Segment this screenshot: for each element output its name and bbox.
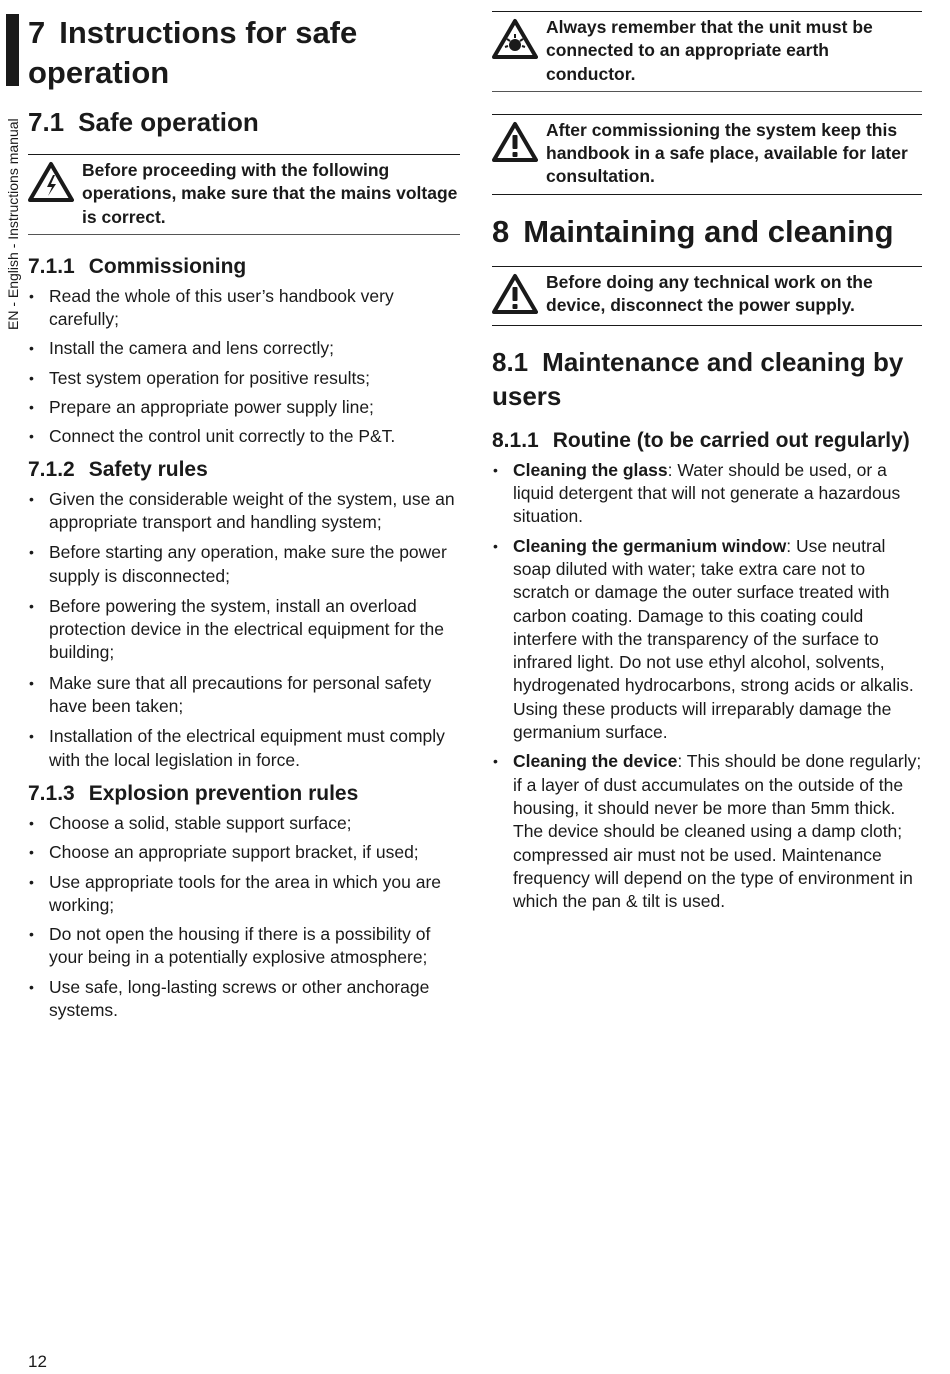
heading-7 (28, 13, 460, 93)
heading-7-1-3 (28, 779, 460, 808)
heading-7-1-title: Safe operation (78, 107, 259, 137)
list-item (492, 750, 922, 913)
heading-8 (492, 212, 922, 252)
list-item-text: : This should be done regularly; if a layer of dust accumulates on the outside of the housing, it should never be more than 5mm thick. The device should be cleaned using a damp cloth; compressed air must not be used. Maintenance frequency will depend on the type of environment in which the pan & tilt is used. (513, 751, 922, 912)
list-item-term: Cleaning the germanium window (513, 535, 787, 556)
list-item: • Install the camera and lens correctly; (28, 337, 460, 360)
warning-handbook-text: After commissioning the system keep this handbook in a safe place, available for later consultation. (546, 119, 908, 187)
commissioning-list (28, 285, 460, 449)
explosive-warning-icon (492, 16, 538, 65)
safety-rules-list (28, 488, 460, 772)
heading-8-1-1 (492, 426, 922, 455)
chapter-tab-marker (6, 14, 19, 86)
list-item-term: Cleaning the glass (513, 459, 668, 480)
heading-8-1-1-number: 8.1.1 (492, 428, 539, 452)
warning-earth-text: Always remember that the unit must be connected to an appropriate earth conductor. (546, 17, 873, 84)
list-item: • Given the considerable weight of the system, use an appropriate transport and handling system; (28, 488, 460, 535)
warning-power-box (492, 266, 922, 326)
heading-7-1-2-number: 7.1.2 (28, 457, 75, 481)
heading-7-number: 7 (28, 15, 46, 50)
warning-earth-box (492, 11, 922, 92)
warning-handbook-box (492, 114, 922, 195)
list-item (492, 535, 922, 745)
list-item: • Before starting any operation, make sure the power supply is disconnected; (28, 541, 460, 588)
list-item-text: : Water should be used, or a liquid detergent that will not generate a hazardous situation. (513, 459, 901, 527)
warning-power-text: Before doing any technical work on the device, disconnect the power supply. (546, 271, 873, 316)
heading-7-1-1 (28, 252, 460, 281)
high-voltage-warning-icon (28, 159, 74, 208)
heading-7-1-1-number: 7.1.1 (28, 254, 75, 278)
heading-7-1 (28, 105, 460, 139)
heading-8-1 (492, 345, 922, 413)
heading-7-title: Instructions for safe operation (28, 15, 358, 90)
exclamation-warning-icon (492, 271, 538, 320)
list-item: • Use appropriate tools for the area in which you are working; (28, 871, 460, 918)
routine-list (492, 459, 922, 914)
list-item: • Do not open the housing if there is a possibility of your being in a potentially explosive atmosphere; (28, 923, 460, 970)
list-item (492, 459, 922, 529)
list-item: • Choose an appropriate support bracket, if used; (28, 841, 460, 864)
list-item: • Installation of the electrical equipment must comply with the local legislation in force. (28, 725, 460, 772)
list-item: • Prepare an appropriate power supply line; (28, 396, 460, 419)
heading-8-title: Maintaining and cleaning (523, 213, 894, 249)
page-number: 12 (28, 1352, 47, 1371)
list-item: • Before powering the system, install an overload protection device in the electrical equipment for the building; (28, 595, 460, 665)
heading-7-1-number: 7.1 (28, 107, 65, 137)
list-item: • Test system operation for positive results; (28, 367, 460, 390)
list-item-text: : Use neutral soap diluted with water; take extra care not to scratch or damage the outer surface treated with carbon coating. Damage to this coating could interfere with the transparency of the surface to infrared light. Do not use ethyl alcohol, solvents, hydrogenated hydrocarbons, strong acids or alkalis. Using these products will irreparably damage the germanium surface. (513, 535, 914, 743)
heading-7-1-2 (28, 455, 460, 484)
heading-8-1-number: 8.1 (492, 346, 529, 377)
warning-voltage-box (28, 154, 460, 235)
list-item-term: Cleaning the device (513, 751, 678, 772)
list-item: • Read the whole of this user’s handbook very carefully; (28, 285, 460, 332)
explosion-rules-list (28, 812, 460, 1022)
left-column (28, 0, 460, 1022)
heading-8-number: 8 (492, 213, 510, 249)
heading-7-1-2-title: Safety rules (88, 457, 208, 481)
exclamation-warning-icon (492, 119, 538, 168)
heading-7-1-3-title: Explosion prevention rules (88, 781, 359, 805)
warning-voltage-text: Before proceeding with the following operations, make sure that the mains voltage is correct. (82, 160, 458, 227)
side-label: EN - English - Instructions manual (5, 118, 21, 330)
right-column (492, 0, 922, 913)
heading-8-1-1-title: Routine (to be carried out regularly) (552, 428, 910, 452)
heading-7-1-3-number: 7.1.3 (28, 781, 75, 805)
heading-8-1-title: Maintenance and cleaning by users (492, 346, 904, 411)
list-item: • Connect the control unit correctly to the P&T. (28, 425, 460, 448)
list-item: • Choose a solid, stable support surface; (28, 812, 460, 835)
list-item: • Make sure that all precautions for personal safety have been taken; (28, 672, 460, 719)
list-item: • Use safe, long-lasting screws or other anchorage systems. (28, 976, 460, 1023)
heading-7-1-1-title: Commissioning (88, 254, 247, 278)
